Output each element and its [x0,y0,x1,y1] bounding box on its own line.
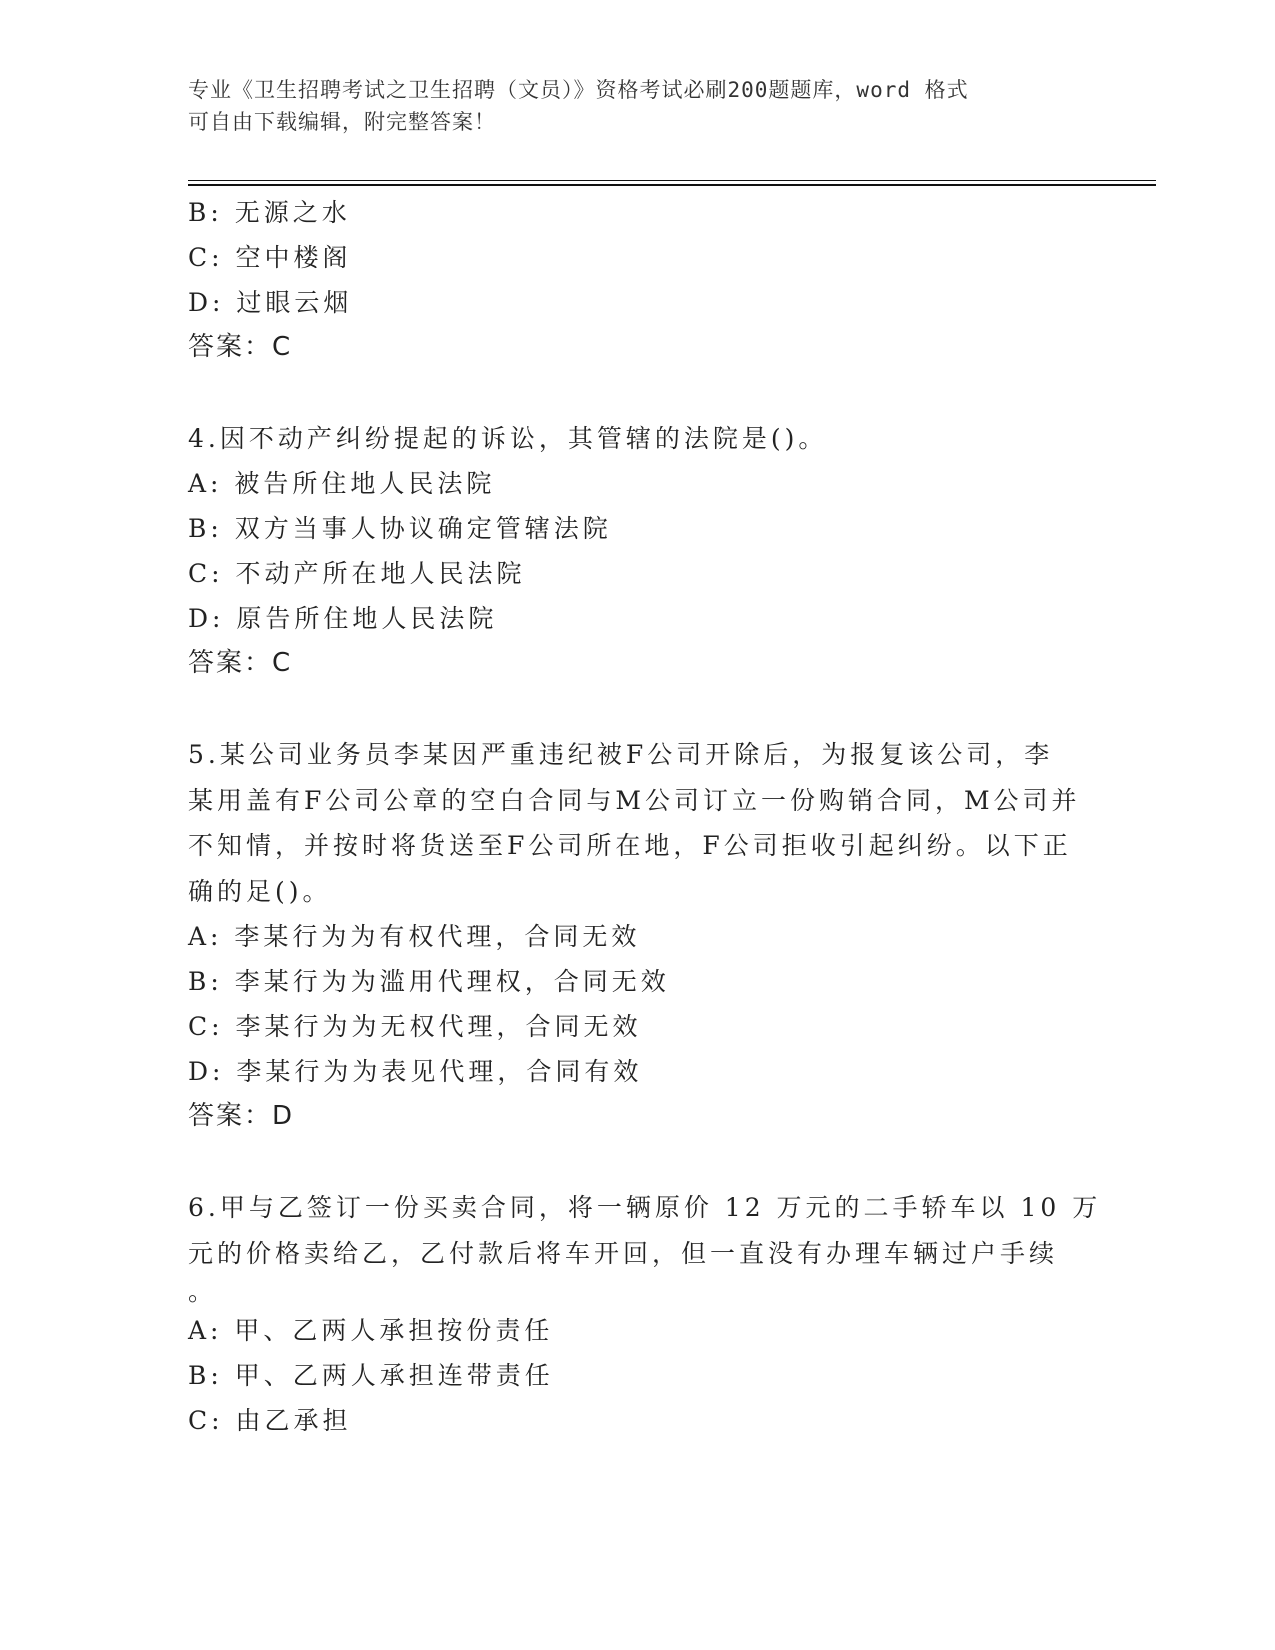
question-line: 某用盖有F公司公章的空白合同与M公司订立一份购销合同，M公司并 [188,785,1081,815]
option-d: D: 过眼云烟 [188,288,353,317]
answer: 答案：C [188,332,293,362]
question-line: 6.甲与乙签订一份买卖合同，将一辆原价 12 万元的二手轿车以 10 万 [188,1193,1102,1222]
question-text [188,1185,1102,1276]
option-b: B: 甲、乙两人承担连带责任 [188,1361,554,1390]
question-line: 。 [188,1277,218,1306]
question-4 [188,416,1088,686]
question-5 [188,732,1088,1139]
question-line: 元的价格卖给乙，乙付款后将车开回，但一直没有办理车辆过户手续 [188,1238,1059,1268]
question-6 [188,1185,1102,1443]
option-a: A: 李某行为为有权代理，合同无效 [188,922,641,951]
option-d: D: 李某行为为表见代理，合同有效 [188,1057,643,1086]
option-b: B: 双方当事人协议确定管辖法院 [188,514,612,543]
option-c: C: 空中楼阁 [188,243,352,272]
option-c: C: 不动产所在地人民法院 [188,559,526,588]
header-divider-thin [188,180,1156,181]
header-line-1: 专业《卫生招聘考试之卫生招聘（文员）》资格考试必刷200题题库，word 格式 [188,78,969,102]
option-a: A: 甲、乙两人承担按份责任 [188,1316,554,1345]
option-a: A: 被告所住地人民法院 [188,469,496,498]
option-d: D: 原告所住地人民法院 [188,604,498,633]
header-divider-thick [188,184,1156,186]
answer: 答案：D [188,1101,295,1131]
option-c: C: 李某行为为无权代理，合同无效 [188,1012,642,1041]
question-text: 4.因不动产纠纷提起的诉讼，其管辖的法院是()。 [188,424,828,453]
document-body [188,190,1102,1443]
question-line: 不知情，并按时将货送至F公司所在地，F公司拒收引起纠纷。以下正 [188,831,1072,860]
question-text [188,732,1088,914]
question-line: 5.某公司业务员李某因严重违纪被F公司开除后，为报复该公司，李 [188,740,1054,769]
option-b: B: 无源之水 [188,198,351,227]
option-b: B: 李某行为为滥用代理权，合同无效 [188,967,670,996]
answer: 答案：C [188,648,293,678]
document-header [188,74,1068,138]
question-3 [188,190,1088,370]
option-c: C: 由乙承担 [188,1406,352,1435]
header-line-2: 可自由下载编辑，附完整答案！ [188,110,496,134]
question-line: 确的足()。 [188,876,332,906]
